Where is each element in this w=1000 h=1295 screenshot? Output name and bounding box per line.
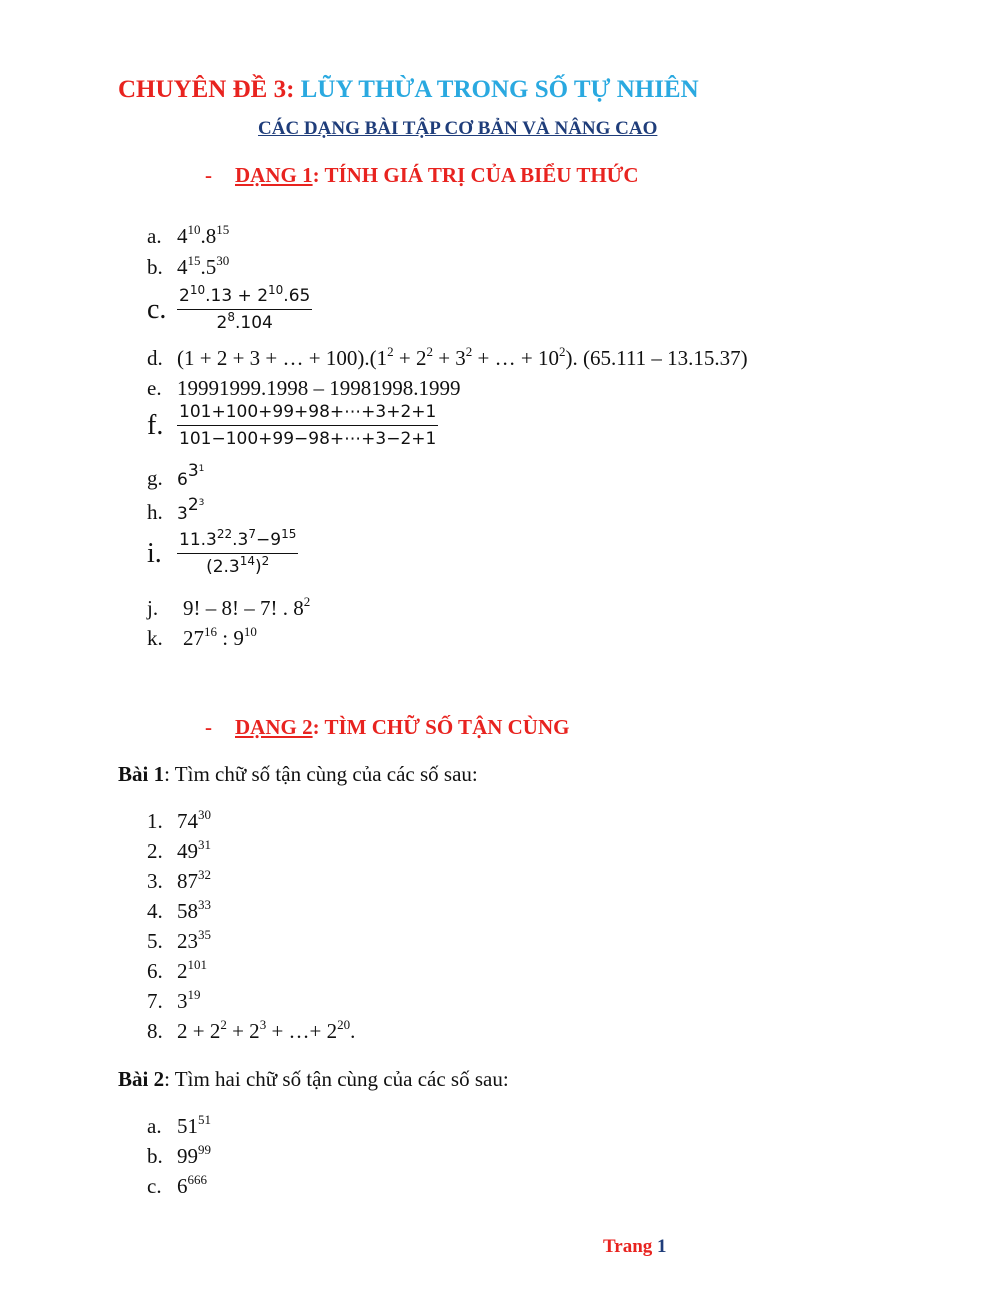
exponent: 2 [558,344,566,359]
exercise-item-e [147,376,461,401]
list-item [147,899,211,924]
term: .13 + 2 [205,286,269,306]
expression: 9! – 8! – 7! . 8 [183,596,304,620]
exponent: 10 [187,222,201,237]
base: 6 [177,470,188,490]
base: 49 [177,839,198,863]
list-item [147,959,207,984]
term: + 2 [393,346,427,370]
bai2-text: : Tìm hai chữ số tận cùng của các số sau: [164,1067,509,1091]
item-label: a. [147,224,162,248]
term: 2 [216,313,228,333]
expression: 19991999.1998 – 19981998.1999 [177,376,461,400]
list-item [147,989,201,1014]
bai2-prompt [118,1067,509,1092]
page-number: 1 [657,1236,667,1257]
exponent: 10 [268,283,284,297]
base: 6 [177,1174,188,1198]
term: .3 [232,530,249,550]
term: . [350,1019,356,1043]
base: 3 [177,989,188,1013]
base: 4 [177,224,188,248]
exponent: 10 [243,624,257,639]
numerator [177,527,298,554]
list-item [147,869,211,894]
exponent: 99 [198,1142,211,1157]
item-label: 3. [147,869,163,893]
exercise-item-d [147,346,748,371]
term: (2.3 [206,557,240,577]
term: .65 [283,286,311,306]
exponent: 2 [465,344,473,359]
exponent: 19 [187,987,201,1002]
document-title [118,76,699,104]
denominator: 101−100+99−98+⋯+3−2+1 [179,429,437,449]
item-label: 2. [147,839,163,863]
title-topic: LŨY THỪA TRONG SỐ TỰ NHIÊN [300,76,699,103]
title-prefix: CHUYÊN ĐỀ 3: [118,76,301,103]
term: 11.3 [179,530,217,550]
exponent: 20 [337,1017,351,1032]
item-label: f. [147,409,164,441]
bullet-dash: - [205,163,212,187]
item-label: a. [147,1114,162,1138]
item-label: 7. [147,989,163,1013]
term: 2 + 2 [177,1019,221,1043]
exponent: 2 [426,344,433,359]
exponent: 2 [261,554,270,568]
term: ). (65.111 – 13.15.37) [565,346,748,370]
base: 74 [177,809,198,833]
bai1-label: Bài 1 [118,762,165,786]
list-item [147,1144,211,1169]
operator: .8 [200,224,217,248]
item-label: 8. [147,1019,163,1043]
numerator: 101+100+99+98+⋯+3+2+1 [177,402,438,426]
exponent: 15 [187,253,201,268]
item-label: k. [147,626,163,650]
page-footer [603,1236,667,1258]
numerator [177,283,312,310]
exponent-base: 3 [187,461,199,481]
base: 51 [177,1114,198,1138]
item-label: g. [147,466,163,490]
list-item [147,1019,355,1044]
fraction [177,402,438,449]
base: 23 [177,929,198,953]
exponent: 2 [220,1017,227,1032]
exponent: 14 [239,554,256,568]
term: −9 [256,530,282,550]
exponent: 31 [198,837,211,852]
item-label: b. [147,255,163,279]
term: .104 [234,313,273,333]
base: 4 [177,255,188,279]
item-label: b. [147,1144,163,1168]
base: 99 [177,1144,198,1168]
exponent: 10 [189,283,206,297]
list-item [147,1114,211,1139]
term: (1 + 2 + 3 + … + 100).(1 [177,346,388,370]
exercise-item-j [147,596,310,621]
item-label: c. [147,1174,162,1198]
section-heading-dang1 [205,163,639,188]
exponent: 15 [216,222,230,237]
list-item [147,929,211,954]
document-subtitle: CÁC DẠNG BÀI TẬP CƠ BẢN VÀ NÂNG CAO [258,118,658,139]
exercise-item-h [147,495,205,525]
section-text: : TÌM CHỮ SỐ TẬN CÙNG [312,715,570,739]
exponent: 666 [187,1172,207,1187]
base: 3 [177,504,188,524]
fraction [177,283,312,333]
item-label: e. [147,376,162,400]
exponent: 8 [227,310,235,324]
item-label: j. [147,596,159,620]
section-label: DẠNG 2 [235,715,313,739]
exponent-power: 3 [198,498,205,508]
base: 2 [177,959,188,983]
term: + 3 [432,346,466,370]
list-item [147,1174,207,1199]
exponent: 33 [198,897,211,912]
term: + …+ 2 [266,1019,338,1043]
exponent: 101 [187,957,207,972]
operator: : 9 [217,626,244,650]
section-label: DẠNG 1 [235,163,313,187]
term: + 2 [226,1019,260,1043]
exercise-item-f [147,402,438,449]
item-label: 5. [147,929,163,953]
exponent: 3 [259,1017,267,1032]
exponent: 30 [216,253,230,268]
term: ) [255,557,262,577]
exponent: 51 [198,1112,211,1127]
exponent: 7 [248,527,257,541]
exponent: 30 [198,807,211,822]
exercise-item-c [147,283,312,333]
list-item [147,839,211,864]
bai1-text: : Tìm chữ số tận cùng của các số sau: [164,762,478,786]
exercise-item-i [147,527,298,577]
footer-label: Trang [603,1236,658,1257]
term: + … + 10 [472,346,559,370]
exercise-item-a [147,224,229,249]
bai2-label: Bài 2 [118,1067,165,1091]
item-label: 6. [147,959,163,983]
exponent-base: 2 [187,495,199,515]
exponent-power: 1 [198,464,205,474]
item-label: h. [147,500,163,524]
base: 58 [177,899,198,923]
exponent: 2 [303,594,311,609]
exercise-item-b [147,255,229,280]
item-label: d. [147,346,163,370]
base: 27 [183,626,204,650]
exponent: 22 [216,527,233,541]
exponent: 15 [281,527,297,541]
list-item [147,809,211,834]
exponent [188,495,205,515]
item-label: 4. [147,899,163,923]
exercise-item-k [147,626,257,651]
base: 87 [177,869,198,893]
exercise-item-g [147,461,205,491]
exponent: 2 [387,344,394,359]
exponent: 32 [198,867,211,882]
exponent [188,461,205,481]
item-label: c. [147,293,167,325]
exponent: 35 [198,927,211,942]
exponent: 16 [204,624,217,639]
denominator [177,310,312,333]
term: 2 [179,286,190,306]
operator: .5 [200,255,217,279]
item-label: 1. [147,809,163,833]
denominator [177,554,298,577]
fraction [177,527,298,577]
bullet-dash: - [205,715,212,739]
item-label: i. [147,537,162,569]
section-text: : TÍNH GIÁ TRỊ CỦA BIỂU THỨC [312,163,639,187]
bai1-prompt [118,762,478,787]
section-heading-dang2 [205,715,569,740]
